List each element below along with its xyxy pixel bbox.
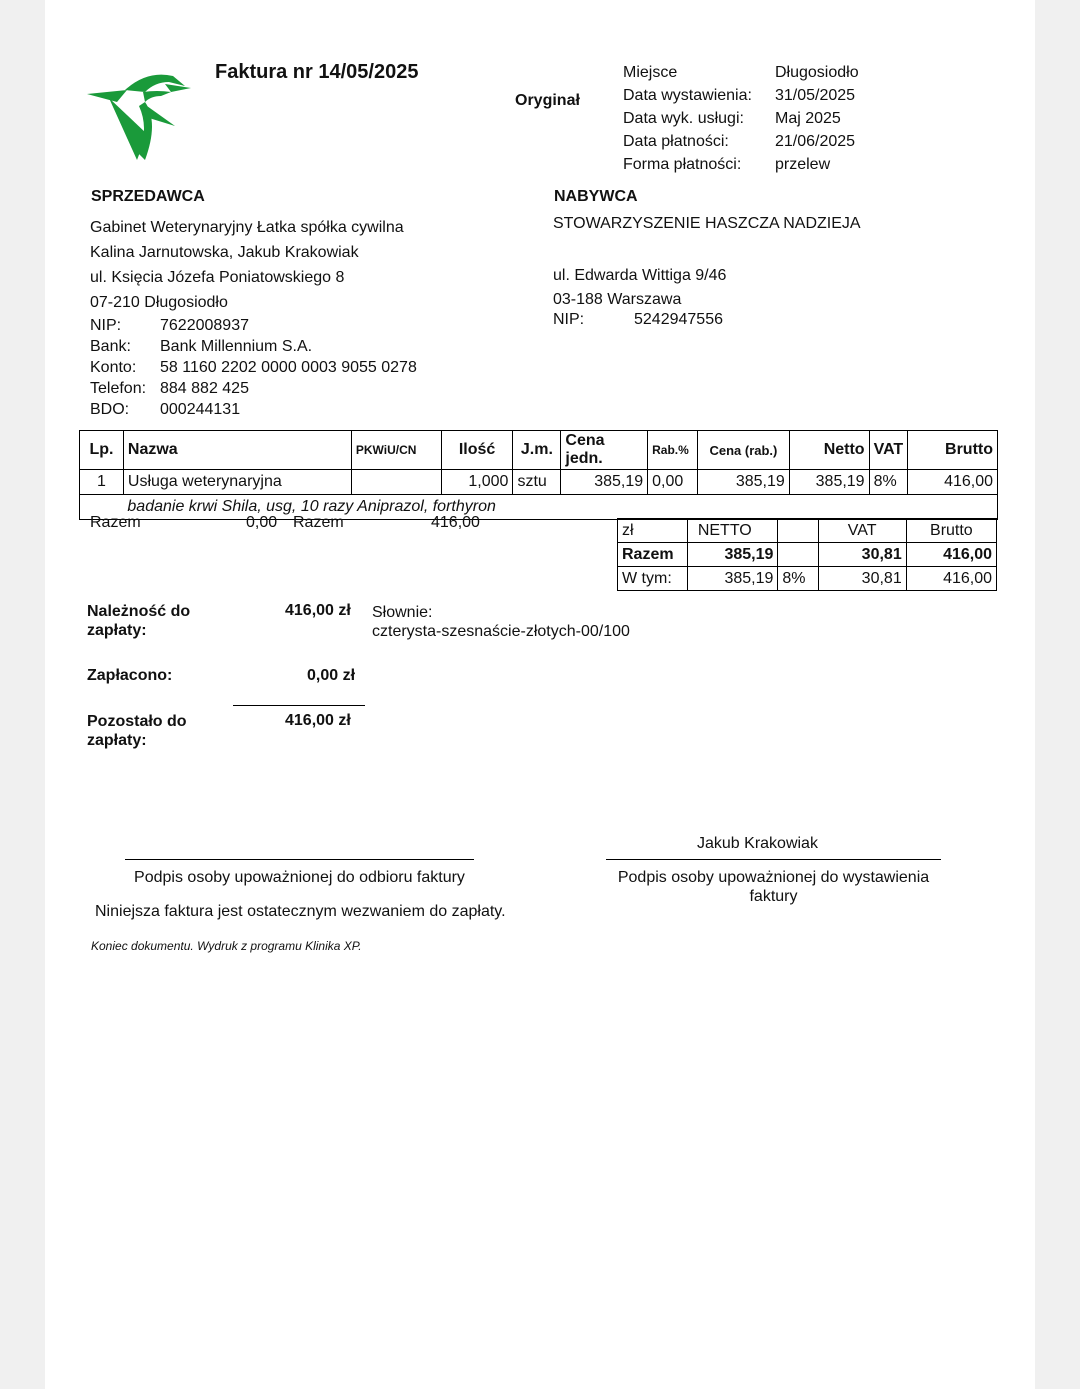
issuer-signature-line <box>606 859 941 860</box>
seller-name: Gabinet Weterynaryjny Łatka spółka cywilna <box>90 219 404 236</box>
vat-total-label: Razem <box>618 543 688 567</box>
totals-value-1: 0,00 <box>246 514 278 531</box>
vat-col-rate <box>778 519 818 543</box>
vat-total-row <box>618 543 997 567</box>
amount-due-value: 416,00 zł <box>285 602 351 619</box>
totals-label-2: Razem <box>293 514 344 531</box>
vat-col-currency: zł <box>618 519 688 543</box>
buyer-street: ul. Edwarda Wittiga 9/46 <box>553 267 727 284</box>
seller-nip: 7622008937 <box>160 317 249 334</box>
seller-street: ul. Księcia Józefa Poniatowskiego 8 <box>90 269 345 286</box>
final-notice: Niniejsza faktura jest ostatecznym wezwaniem do zapłaty. <box>95 903 506 920</box>
receiver-signature-line <box>125 859 474 860</box>
vat-col-net: NETTO <box>688 519 778 543</box>
paid-value: 0,00 zł <box>307 667 356 684</box>
meta-values <box>775 61 859 176</box>
row-description: badanie krwi Shila, usg, 10 razy Aniprazol, forthyron <box>123 495 997 520</box>
col-name: Nazwa <box>123 431 351 470</box>
receiver-signature-caption: Podpis osoby upoważnionej do odbioru faktury <box>134 869 465 886</box>
row-vat: 8% <box>869 470 908 495</box>
amount-due-label-line1: Należność do <box>87 603 191 620</box>
row-price-disc: 385,19 <box>698 470 790 495</box>
seller-nip-label: NIP: <box>90 317 122 334</box>
paid-divider <box>233 705 365 706</box>
table-row <box>80 470 998 495</box>
col-price: Cena jedn. <box>561 431 648 470</box>
row-name: Usługa weterynaryjna <box>123 470 351 495</box>
paid-label: Zapłacono: <box>87 667 173 684</box>
vat-total-net: 385,19 <box>688 543 778 567</box>
meta-payment-date-value: 21/06/2025 <box>775 133 856 150</box>
row-price: 385,19 <box>561 470 648 495</box>
end-note: Koniec dokumentu. Wydruk z programu Klinika XP. <box>91 939 362 953</box>
invoice-page <box>45 0 1035 1389</box>
amount-in-words <box>372 603 630 641</box>
row-qty: 1,000 <box>441 470 513 495</box>
meta-payment-method-value: przelew <box>775 156 831 173</box>
meta-service-date-label: Data wyk. usługi: <box>623 110 744 127</box>
row-lp: 1 <box>80 470 124 495</box>
row-discount: 0,00 <box>648 470 698 495</box>
vat-breakdown-vat: 30,81 <box>818 567 906 591</box>
buyer-name: STOWARZYSZENIE HASZCZA NADZIEJA <box>553 215 861 232</box>
seller-bank-label: Bank: <box>90 338 131 355</box>
issuer-name: Jakub Krakowiak <box>697 835 818 852</box>
col-qty: Ilość <box>441 431 513 470</box>
row-gross: 416,00 <box>908 470 998 495</box>
buyer-heading: NABYWCA <box>554 188 638 205</box>
remaining-value: 416,00 zł <box>285 712 351 729</box>
seller-bdo: 000244131 <box>160 401 241 418</box>
row-net: 385,19 <box>789 470 869 495</box>
meta-place-label: Miejsce <box>623 64 678 81</box>
vat-breakdown-row <box>618 567 997 591</box>
col-vat: VAT <box>869 431 908 470</box>
items-table <box>79 430 998 520</box>
row-pkwiu <box>351 470 441 495</box>
seller-phone-label: Telefon: <box>90 380 147 397</box>
col-discount: Rab.% <box>648 431 698 470</box>
col-gross: Brutto <box>908 431 998 470</box>
col-unit: J.m. <box>513 431 561 470</box>
row-unit: sztu <box>513 470 561 495</box>
seller-account-label: Konto: <box>90 359 137 376</box>
vat-breakdown-rate: 8% <box>778 567 818 591</box>
col-price-disc: Cena (rab.) <box>698 431 790 470</box>
issuer-signature-caption: Podpis osoby upoważnionej do wystawienia faktury <box>617 869 930 905</box>
meta-payment-date-label: Data płatności: <box>623 133 729 150</box>
amount-in-words-label: Słownie: <box>372 604 433 621</box>
vat-total-vat: 30,81 <box>818 543 906 567</box>
seller-detail-values <box>160 315 417 420</box>
copy-label: Oryginał <box>515 92 580 109</box>
seller-city: 07-210 Długosiodło <box>90 294 228 311</box>
vat-total-gross: 416,00 <box>906 543 996 567</box>
remaining-label-line1: Pozostało do <box>87 713 187 730</box>
vat-total-rate <box>778 543 818 567</box>
totals-label-1: Razem <box>90 514 141 531</box>
seller-heading: SPRZEDAWCA <box>91 188 205 205</box>
meta-issue-date-value: 31/05/2025 <box>775 87 856 104</box>
col-net: Netto <box>789 431 869 470</box>
buyer-city: 03-188 Warszawa <box>553 291 682 308</box>
clinic-logo-icon <box>87 62 195 162</box>
remaining-label <box>87 712 187 750</box>
seller-phone: 884 882 425 <box>160 380 249 397</box>
meta-labels <box>623 61 752 176</box>
vat-col-gross: Brutto <box>906 519 996 543</box>
items-header-row <box>80 431 998 470</box>
amount-in-words-value: czterysta-szesnaście-złotych-00/100 <box>372 623 630 640</box>
vat-header-row <box>618 519 997 543</box>
amount-due-label-line2: zapłaty: <box>87 622 147 639</box>
meta-issue-date-label: Data wystawienia: <box>623 87 752 104</box>
remaining-label-line2: zapłaty: <box>87 732 147 749</box>
meta-place-value: Długosiodło <box>775 64 859 81</box>
seller-owners: Kalina Jarnutowska, Jakub Krakowiak <box>90 244 359 261</box>
vat-breakdown-net: 385,19 <box>688 567 778 591</box>
vat-summary-table <box>617 518 997 591</box>
invoice-title: Faktura nr 14/05/2025 <box>215 61 419 83</box>
buyer-nip-label: NIP: <box>553 311 585 328</box>
seller-bank: Bank Millennium S.A. <box>160 338 313 355</box>
meta-service-date-value: Maj 2025 <box>775 110 841 127</box>
vat-col-vat: VAT <box>818 519 906 543</box>
col-pkwiu: PKWiU/CN <box>351 431 441 470</box>
meta-payment-method-label: Forma płatności: <box>623 156 742 173</box>
seller-bdo-label: BDO: <box>90 401 130 418</box>
seller-address <box>90 215 404 315</box>
description-row <box>80 495 998 520</box>
vat-breakdown-label: W tym: <box>618 567 688 591</box>
seller-detail-labels <box>90 315 146 420</box>
buyer-address <box>553 264 726 312</box>
amount-due-label <box>87 602 190 640</box>
vat-breakdown-gross: 416,00 <box>906 567 996 591</box>
seller-account: 58 1160 2202 0000 0003 9055 0278 <box>160 359 417 376</box>
col-lp: Lp. <box>80 431 124 470</box>
totals-value-2: 416,00 <box>431 514 480 531</box>
buyer-nip: 5242947556 <box>634 311 723 328</box>
